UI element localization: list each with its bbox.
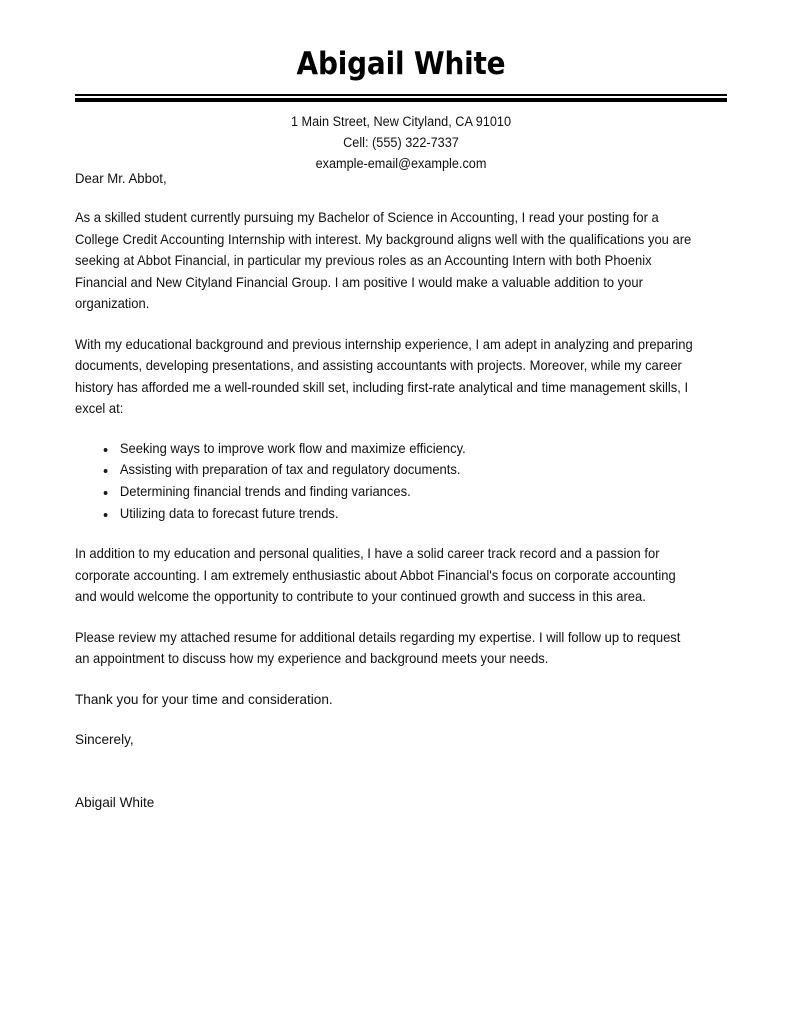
body-paragraph-4: Please review my attached resume for additional details regarding my expertise. I will follow up to request an appointment to discuss how my experience and background meets your needs. [75, 629, 681, 667]
divider-thick-rule [75, 98, 727, 102]
list-item-label: Determining financial trends and finding variances. [119, 484, 411, 499]
contact-address: 1 Main Street, New Cityland, CA 91010 [290, 114, 512, 130]
skills-list [75, 439, 698, 525]
body-paragraph-3: In addition to my education and personal qualities, I have a solid career track record and a passion for corporate accounting. I am extremely enthusiastic about Abbot Financial's focus on corporate accounting and would welcome the opportunity to contribute to your continued growth and success in this area. [75, 546, 676, 605]
letterhead-divider [75, 94, 727, 102]
bullet-icon [104, 448, 108, 452]
bullet-icon [104, 469, 108, 473]
letter-body [75, 168, 727, 813]
closing-salutation: Sincerely, [75, 732, 134, 748]
list-item-label: Seeking ways to improve work flow and maximize efficiency. [119, 440, 466, 456]
page-title: Abigail White [296, 46, 506, 82]
body-paragraph-2: With my educational background and previous internship experience, I am adept in analyzing and preparing documents, developing presentations, and assisting accountants with projects. Moreover, while my career history has afforded me a well-rounded skill set, including first-rate analytical and time management skills, I excel at: [75, 336, 693, 417]
thank-you-line: Thank you for your time and consideration. [75, 691, 333, 707]
contact-phone: Cell: (555) 322-7337 [343, 134, 459, 150]
bullet-icon [104, 491, 108, 495]
signature-name: Abigail White [75, 794, 155, 810]
list-item [104, 482, 698, 503]
list-item [104, 460, 698, 481]
list-item [104, 504, 698, 525]
contact-email: example-email@example.com [315, 155, 487, 171]
salutation: Dear Mr. Abbot, [75, 171, 167, 186]
body-paragraph-1: As a skilled student currently pursuing my Bachelor of Science in Accounting, I read your posting for a College Credit Accounting Internship with interest. My background aligns well with the qualifications you are seeking at Abbot Financial, in particular my previous roles as an Accounting Intern with both Phoenix Financial and New Cityland Financial Group. I am positive I would make a valuable addition to your organization. [75, 210, 692, 312]
list-item-label: Assisting with preparation of tax and regulatory documents. [119, 462, 461, 478]
letterhead [75, 0, 727, 174]
bullet-icon [104, 513, 108, 517]
list-item [104, 439, 698, 460]
contact-block [95, 112, 708, 174]
list-item-label: Utilizing data to forecast future trends. [119, 505, 339, 521]
